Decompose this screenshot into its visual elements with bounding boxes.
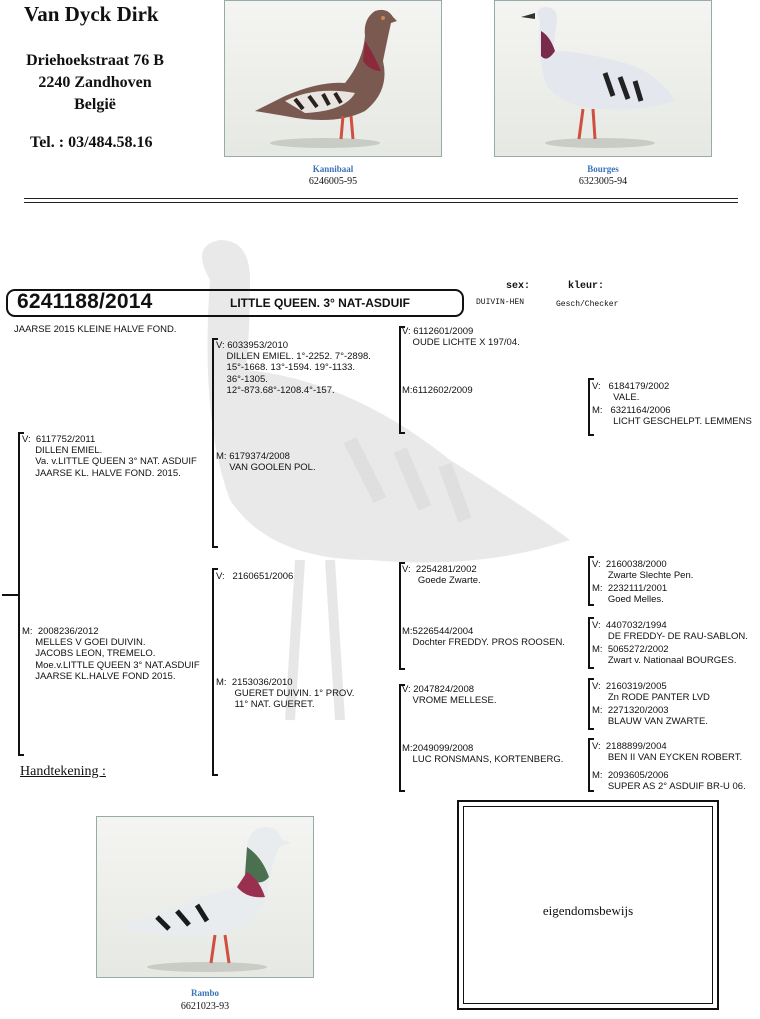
address-city: 2240 Zandhoven <box>38 74 152 91</box>
signature-label: Handtekening : <box>20 764 106 779</box>
bracket-gen1 <box>18 432 24 756</box>
father-entry: V: 6117752/2011 DILLEN EMIEL. Va. v.LITTLE QUEEN 3° NAT. ASDUIF JAARSE KL. HALVE FOND. 2015. <box>22 434 197 479</box>
pigeon-name: LITTLE QUEEN. 3° NAT-ASDUIF <box>230 296 410 310</box>
sex-label: sex: <box>506 281 531 292</box>
sex-value: DUIVIN-HEN <box>476 298 525 307</box>
phone-number: Tel. : 03/484.58.16 <box>30 134 153 151</box>
photo-caption-name: Rambo <box>190 988 219 998</box>
mff-entry: V: 2254281/2002 Goede Zwarte. <box>402 564 481 587</box>
pigeon-illustration-icon <box>225 1 441 156</box>
pigeon-note: JAARSE 2015 KLEINE HALVE FOND. <box>14 324 177 335</box>
mfm-entry: M:5226544/2004 Dochter FREDDY. PROS ROOSEN. <box>402 626 565 649</box>
fm-entry: M: 6179374/2008 VAN GOOLEN POL. <box>216 451 316 474</box>
owner-name: Van Dyck Dirk <box>24 2 159 26</box>
ffmf-entry: V: 6184179/2002 VALE. <box>592 381 670 404</box>
mffm-entry: M: 2232111/2001 Goed Melles. <box>592 583 668 606</box>
mm-entry: M: 2153036/2010 GUERET DUIVIN. 1° PROV. 11° NAT. GUERET. <box>216 677 355 711</box>
pigeon-ring-number: 6241188/2014 <box>17 290 153 313</box>
ffmm-entry: M: 6321164/2006 LICHT GESCHELPT. LEMMENS <box>592 405 752 428</box>
mmfm-entry: M: 2271320/2003 BLAUW VAN ZWARTE. <box>592 705 708 728</box>
address-country: België <box>74 96 116 113</box>
bracket-gen2-mother <box>212 568 218 776</box>
address-street: Driehoekstraat 76 B <box>26 52 164 69</box>
ff-entry: V: 6033953/2010 DILLEN EMIEL. 1°-2252. 7°-2898. 15°-1668. 13°-1594. 19°-1133. 36°-1305. 12°-873.68°-1208.4°-157. <box>216 340 371 396</box>
divider-line <box>24 202 738 203</box>
pigeon-illustration-icon <box>97 817 313 977</box>
ownership-label: eigendomsbewijs <box>542 903 634 918</box>
divider-line <box>24 198 738 199</box>
pigeon-photo-kannibaal <box>224 0 442 157</box>
color-label: kleur: <box>568 281 605 292</box>
mfmf-entry: V: 4407032/1994 DE FREDDY- DE RAU-SABLON. <box>592 620 748 643</box>
mmmf-entry: V: 2188899/2004 BEN II VAN EYCKEN ROBERT. <box>592 741 743 764</box>
pigeon-photo-rambo <box>96 816 314 978</box>
mfff-entry: V: 2160038/2000 Zwarte Slechte Pen. <box>592 559 694 582</box>
color-value: Gesch/Checker <box>556 300 619 309</box>
photo-caption-ring: 6621023-93 <box>180 1001 230 1012</box>
photo-caption-name: Bourges <box>587 164 619 174</box>
fff-entry: V: 6112601/2009 OUDE LICHTE X 197/04. <box>402 326 520 349</box>
pigeon-illustration-icon <box>495 1 711 156</box>
mmff-entry: V: 2160319/2005 Zn RODE PANTER LVD <box>592 681 710 704</box>
pigeon-photo-bourges <box>494 0 712 157</box>
photo-caption-ring: 6246005-95 <box>308 176 358 187</box>
connector-line <box>2 594 18 596</box>
mf-entry: V: 2160651/2006 <box>216 571 294 582</box>
mmmm-entry: M: 2093605/2006 SUPER AS 2° ASDUIF BR-U 06. <box>592 770 746 793</box>
mmf-entry: V: 2047824/2008 VROME MELLESE. <box>402 684 497 707</box>
mother-entry: M: 2008236/2012 MELLES V GOEI DUIVIN. JACOBS LEON, TREMELO. Moe.v.LITTLE QUEEN 3° NAT.ASDUIF JAARSE KL.HALVE FOND 2015. <box>22 626 200 682</box>
photo-caption-ring: 6323005-94 <box>578 176 628 187</box>
photo-caption-name: Kannibaal <box>312 164 354 174</box>
mfmm-entry: M: 5065272/2002 Zwart v. Nationaal BOURGES. <box>592 644 737 667</box>
ffm-entry: M:6112602/2009 <box>402 385 473 396</box>
mmm-entry: M:2049099/2008 LUC RONSMANS, KORTENBERG. <box>402 743 564 766</box>
